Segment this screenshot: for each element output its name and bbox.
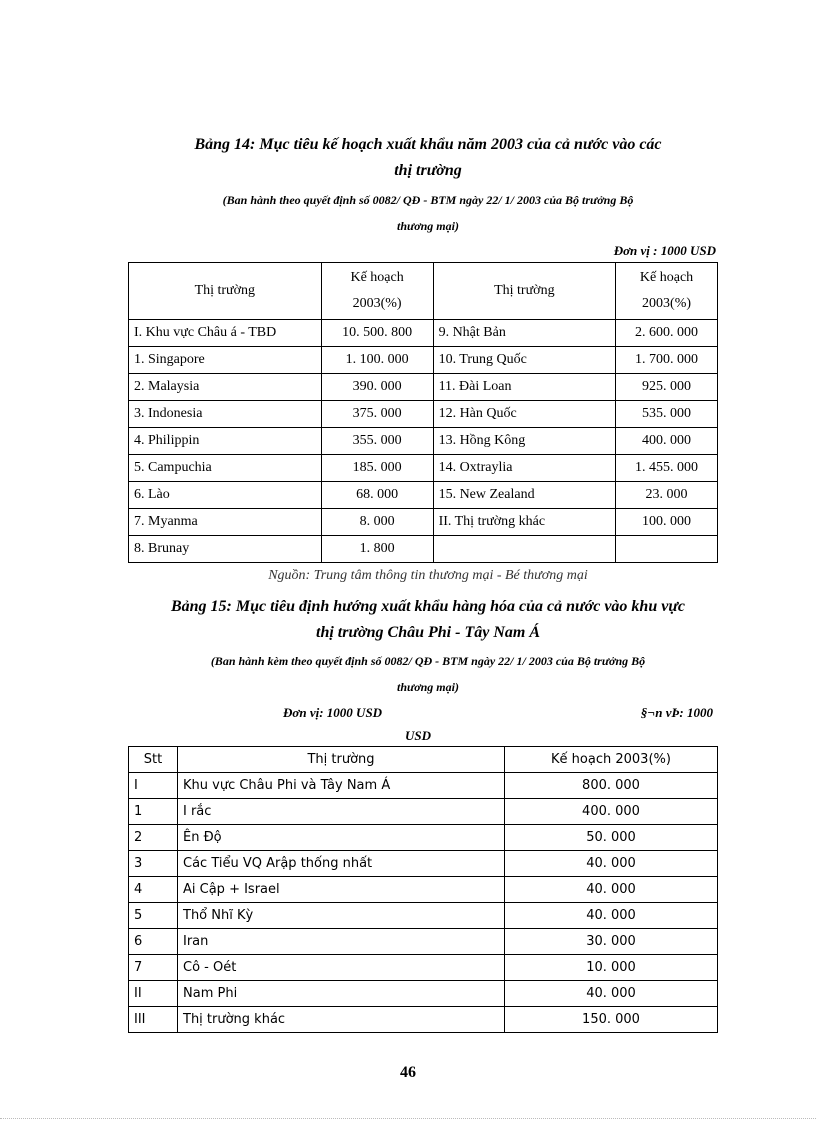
table14-unit: Đơn vị : 1000 USD xyxy=(613,243,716,258)
table-cell: Iran xyxy=(178,929,505,955)
table-row xyxy=(129,929,718,955)
header-cell: Kế hoạch 2003(%) xyxy=(616,263,718,320)
table15-title: Bảng 15: Mục tiêu định hướng xuất khẩu hàng hóa của cả nước vào khu vực thị trường Châu Phi - Tây Nam Á xyxy=(170,598,686,641)
table-cell: 7. Myanma xyxy=(129,509,322,536)
header-cell: Kế hoạch 2003(%) xyxy=(505,747,718,773)
table-cell: 100. 000 xyxy=(616,509,718,536)
table-row xyxy=(129,773,718,799)
table-cell: Ên Độ xyxy=(178,825,505,851)
table-cell: 150. 000 xyxy=(505,1007,718,1033)
table-cell: 185. 000 xyxy=(321,455,433,482)
table-cell: 535. 000 xyxy=(616,401,718,428)
table-cell: I rắc xyxy=(178,799,505,825)
table-cell: 9. Nhật Bản xyxy=(433,320,616,347)
table-cell: 14. Oxtraylia xyxy=(433,455,616,482)
table-cell: 11. Đài Loan xyxy=(433,374,616,401)
table14-title: Bảng 14: Mục tiêu kế hoạch xuất khẩu năm 2003 của cả nước vào các thị trường xyxy=(194,136,662,179)
table-row xyxy=(129,825,718,851)
table-cell: 1. 455. 000 xyxy=(616,455,718,482)
header-cell: Stt xyxy=(129,747,178,773)
table-cell xyxy=(616,536,718,563)
table-cell: Thổ Nhĩ Kỳ xyxy=(178,903,505,929)
table-row xyxy=(129,981,718,1007)
table-row xyxy=(129,374,718,401)
table-cell: 40. 000 xyxy=(505,877,718,903)
table14-subtitle: (Ban hành theo quyết định số 0082/ QĐ - BTM ngày 22/ 1/ 2003 của Bộ trưởng Bộ thương mại) xyxy=(222,193,634,233)
table14 xyxy=(128,262,718,563)
table-row xyxy=(129,401,718,428)
table-cell: 400. 000 xyxy=(505,799,718,825)
table-cell: II xyxy=(129,981,178,1007)
header-cell: Thị trường xyxy=(178,747,505,773)
table15-unit-usd: USD xyxy=(405,728,432,743)
table-cell: Thị trường khác xyxy=(178,1007,505,1033)
table-row xyxy=(129,320,718,347)
table-cell: 40. 000 xyxy=(505,903,718,929)
table14-source: Nguồn: Trung tâm thông tin thương mại - Bé thương mại xyxy=(268,568,588,583)
table-row xyxy=(129,1007,718,1033)
header-cell: Thị trường xyxy=(129,263,322,320)
table-header-row xyxy=(129,263,718,320)
table-row xyxy=(129,482,718,509)
page-number: 46 xyxy=(400,1064,416,1081)
table-cell: 400. 000 xyxy=(616,428,718,455)
table-row xyxy=(129,347,718,374)
table-cell: Các Tiểu VQ Arập thống nhất xyxy=(178,851,505,877)
table-cell: 5. Campuchia xyxy=(129,455,322,482)
table-cell: 12. Hàn Quốc xyxy=(433,401,616,428)
table-cell: 6 xyxy=(129,929,178,955)
table-cell: 10. 500. 800 xyxy=(321,320,433,347)
table-cell: 1 xyxy=(129,799,178,825)
table-cell: 6. Lào xyxy=(129,482,322,509)
header-cell: Kế hoạch 2003(%) xyxy=(321,263,433,320)
table-row xyxy=(129,955,718,981)
table-cell: Ai Cập + Israel xyxy=(178,877,505,903)
table-cell: 7 xyxy=(129,955,178,981)
table-row xyxy=(129,799,718,825)
table-cell: 2 xyxy=(129,825,178,851)
table-cell: 23. 000 xyxy=(616,482,718,509)
table-cell: I xyxy=(129,773,178,799)
page-edge-divider xyxy=(0,1118,816,1119)
table-row xyxy=(129,877,718,903)
table-cell: 5 xyxy=(129,903,178,929)
table-cell: 30. 000 xyxy=(505,929,718,955)
table-cell: 4. Philippin xyxy=(129,428,322,455)
table-cell xyxy=(433,536,616,563)
table-cell: 10. Trung Quốc xyxy=(433,347,616,374)
table15-unit-garbled: §¬n vÞ: 1000 xyxy=(640,705,713,720)
table-row xyxy=(129,509,718,536)
table-cell: 925. 000 xyxy=(616,374,718,401)
table-cell: Cô - Oét xyxy=(178,955,505,981)
table-cell: 40. 000 xyxy=(505,851,718,877)
table-cell: 1. 800 xyxy=(321,536,433,563)
table-cell: 68. 000 xyxy=(321,482,433,509)
table-cell: 1. 700. 000 xyxy=(616,347,718,374)
table-row xyxy=(129,428,718,455)
table-cell: 3. Indonesia xyxy=(129,401,322,428)
table-header-row xyxy=(129,747,718,773)
table-cell: Nam Phi xyxy=(178,981,505,1007)
table-cell: 8. Brunay xyxy=(129,536,322,563)
table-cell: 3 xyxy=(129,851,178,877)
table-cell: Khu vực Châu Phi và Tây Nam Á xyxy=(178,773,505,799)
table-cell: 390. 000 xyxy=(321,374,433,401)
table-row xyxy=(129,536,718,563)
table-cell: 2. 600. 000 xyxy=(616,320,718,347)
table-cell: 1. Singapore xyxy=(129,347,322,374)
table-cell: 13. Hồng Kông xyxy=(433,428,616,455)
table-cell: 800. 000 xyxy=(505,773,718,799)
table-cell: 15. New Zealand xyxy=(433,482,616,509)
table-cell: 355. 000 xyxy=(321,428,433,455)
table-row xyxy=(129,455,718,482)
table-cell: II. Thị trường khác xyxy=(433,509,616,536)
table15-subtitle: (Ban hành kèm theo quyết định số 0082/ QĐ - BTM ngày 22/ 1/ 2003 của Bộ trưởng Bộ thương mại) xyxy=(210,654,646,694)
table-cell: 8. 000 xyxy=(321,509,433,536)
header-cell: Thị trường xyxy=(433,263,616,320)
table-cell: 50. 000 xyxy=(505,825,718,851)
table-cell: I. Khu vực Châu á - TBD xyxy=(129,320,322,347)
table-cell: 375. 000 xyxy=(321,401,433,428)
table-row xyxy=(129,903,718,929)
table-row xyxy=(129,851,718,877)
table-cell: 1. 100. 000 xyxy=(321,347,433,374)
table-cell: 4 xyxy=(129,877,178,903)
table-cell: 10. 000 xyxy=(505,955,718,981)
table15 xyxy=(128,746,718,1033)
table15-unit: Đơn vị: 1000 USD xyxy=(283,705,383,720)
table-cell: III xyxy=(129,1007,178,1033)
table-cell: 40. 000 xyxy=(505,981,718,1007)
table-cell: 2. Malaysia xyxy=(129,374,322,401)
